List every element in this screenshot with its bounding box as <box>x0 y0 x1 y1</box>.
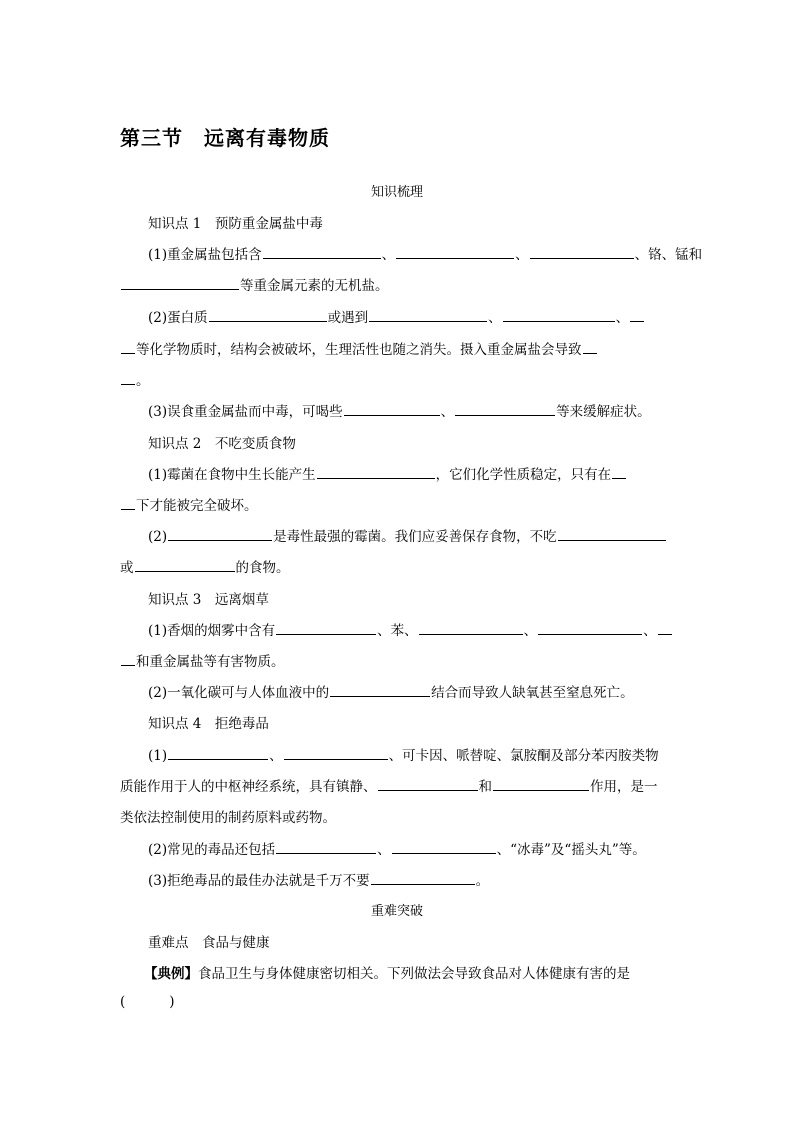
blank[interactable] <box>276 621 376 635</box>
blank[interactable] <box>135 558 235 572</box>
blank[interactable] <box>168 527 272 541</box>
blank[interactable] <box>658 621 672 635</box>
blank[interactable] <box>630 308 644 322</box>
kp4-item3: (3)拒绝毒品的最佳办法就是千万不要 。 <box>148 873 490 889</box>
kp2-item1-cont: 下才能被完全破坏。 <box>120 494 680 514</box>
kp2-item2-cont: 或 的食物。 <box>120 560 290 576</box>
kp2-item1: (1)霉菌在食物中生长能产生 ，它们化学性质稳定，只有在 <box>148 463 680 483</box>
blank[interactable] <box>558 527 666 541</box>
blank[interactable] <box>121 276 239 290</box>
example-tag: 【典例】 <box>144 966 198 982</box>
blank[interactable] <box>583 340 597 354</box>
blank[interactable] <box>263 245 381 259</box>
blank[interactable] <box>276 840 376 854</box>
kp3-item2: (2)一氧化碳可与人体血液中的 结合而导致人缺氧甚至窒息死亡。 <box>148 685 634 701</box>
blank[interactable] <box>503 308 615 322</box>
kp2-heading: 知识点 2 不吃变质食物 <box>148 436 296 452</box>
kp1-item1: (1)重金属盐包括含 、 、 、铬、锰和 <box>148 247 703 263</box>
kp1-item1-cont: 等重金属元素的无机盐。 <box>120 274 680 294</box>
blank[interactable] <box>121 496 135 510</box>
kp4-heading: 知识点 4 拒绝毒品 <box>148 716 269 732</box>
blank[interactable] <box>317 465 435 479</box>
answer-paren[interactable]: ( ) <box>120 994 175 1010</box>
kp1-item2-cont: 等化学物质时，结构会被破坏，生理活性也随之消失。摄入重金属盐会导致 <box>120 338 680 358</box>
kp1-item3: (3)误食重金属盐而中毒，可喝些 、 等来缓解症状。 <box>148 404 651 420</box>
blank[interactable] <box>378 777 478 791</box>
kp2-item2: (2) 是毒性最强的霉菌。我们应妥善保存食物，不吃 <box>148 525 680 545</box>
blank[interactable] <box>330 683 430 697</box>
blank[interactable] <box>612 465 626 479</box>
kp1-heading: 知识点 1 预防重金属盐中毒 <box>148 216 323 232</box>
blank[interactable] <box>392 840 496 854</box>
section-heading-knowledge: 知识梳理 <box>370 185 423 200</box>
blank[interactable] <box>396 245 514 259</box>
section-heading-keypoints: 重难突破 <box>370 904 423 919</box>
blank[interactable] <box>371 871 475 885</box>
kp4-item2: (2)常见的毒品还包括 、 、“冰毒”及“摇头丸”等。 <box>148 842 646 858</box>
blank[interactable] <box>121 652 135 666</box>
blank[interactable] <box>538 621 642 635</box>
kp3-heading: 知识点 3 远离烟草 <box>148 592 269 608</box>
kp3-item1-cont: 和重金属盐等有害物质。 <box>120 650 680 670</box>
kp4-item1: (1) 、 、可卡因、哌替啶、氯胺酮及部分苯丙胺类物 <box>148 748 659 764</box>
blank[interactable] <box>455 402 555 416</box>
blank[interactable] <box>419 621 523 635</box>
blank[interactable] <box>121 371 135 385</box>
blank[interactable] <box>168 746 268 760</box>
kp1-item2-cont2: 。 <box>120 369 680 389</box>
kp4-item1-cont2: 类依法控制使用的制药原料或药物。 <box>120 810 336 826</box>
blank[interactable] <box>284 746 388 760</box>
kp3-item1: (1)香烟的烟雾中含有 、苯、 、 、 <box>148 619 680 639</box>
blank[interactable] <box>344 402 440 416</box>
blank[interactable] <box>493 777 589 791</box>
blank[interactable] <box>530 245 634 259</box>
blank[interactable] <box>369 308 487 322</box>
page-title: 第三节 远离有毒物质 <box>120 126 330 150</box>
kp1-item2: (2)蛋白质 或遇到 、 、 <box>148 306 680 326</box>
example-question: 【典例】食品卫生与身体健康密切相关。下列做法会导致食品对人体健康有害的是 <box>144 966 630 982</box>
blank[interactable] <box>209 308 327 322</box>
blank[interactable] <box>121 340 135 354</box>
key-heading: 重难点 食品与健康 <box>148 935 270 951</box>
kp4-item1-cont: 质能作用于人的中枢神经系统，具有镇静、 和 作用，是一 <box>120 779 658 795</box>
